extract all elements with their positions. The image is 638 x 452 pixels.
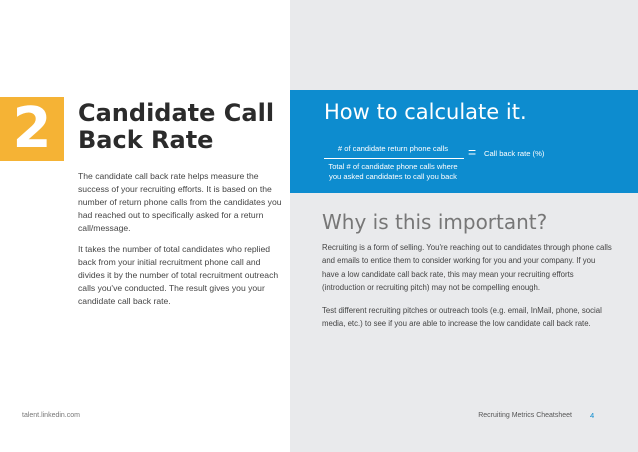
calculation-heading: How to calculate it.: [324, 100, 527, 124]
section-title-line2: Back Rate: [78, 126, 214, 154]
footer-website: talent.linkedin.com: [22, 412, 80, 419]
formula-denominator: Total # of candidate phone calls where you asked candidates to call you back: [328, 162, 458, 181]
importance-paragraph: Test different recruiting pitches or outreach tools (e.g. email, InMail, phone, social media, etc.) to see if you are able to increase the low candidate call back rate.: [322, 305, 602, 329]
formula-fraction: [324, 144, 462, 182]
footer-page-number: 4: [590, 411, 595, 420]
left-paragraph: It takes the number of total candidates who replied back from your initial recruitment phone call and divides it by the number of total recruitment outreach calls you've conducted. The result gives you your candidate call back rate.: [78, 244, 279, 306]
importance-description: [322, 241, 612, 339]
importance-heading: Why is this important?: [322, 210, 548, 234]
section-title: [78, 100, 288, 154]
equals-sign: =: [468, 144, 477, 160]
section-title-line1: Candidate Call: [78, 99, 275, 127]
left-description: [78, 170, 283, 316]
formula-result: Call back rate (%): [484, 149, 545, 158]
footer-document-title: Recruiting Metrics Cheatsheet: [478, 412, 572, 419]
left-paragraph: The candidate call back rate helps measure the success of your recruiting efforts. It is based on the number of return phone calls from the candidates you had reached out to specifically asked for a return call/message.: [78, 171, 282, 233]
section-number-badge: [0, 97, 64, 161]
importance-paragraph: Recruiting is a form of selling. You're reaching out to candidates through phone calls and emails to entice them to consider working for you and your company. If you have a low candidate call back rate, this may mean your recruiting efforts (introduction or recruiting pitch) may not be compelling enough.: [322, 243, 612, 293]
formula-numerator: # of candidate return phone calls: [337, 144, 449, 153]
calculation-box: [290, 90, 638, 193]
section-number: 2: [12, 96, 52, 161]
